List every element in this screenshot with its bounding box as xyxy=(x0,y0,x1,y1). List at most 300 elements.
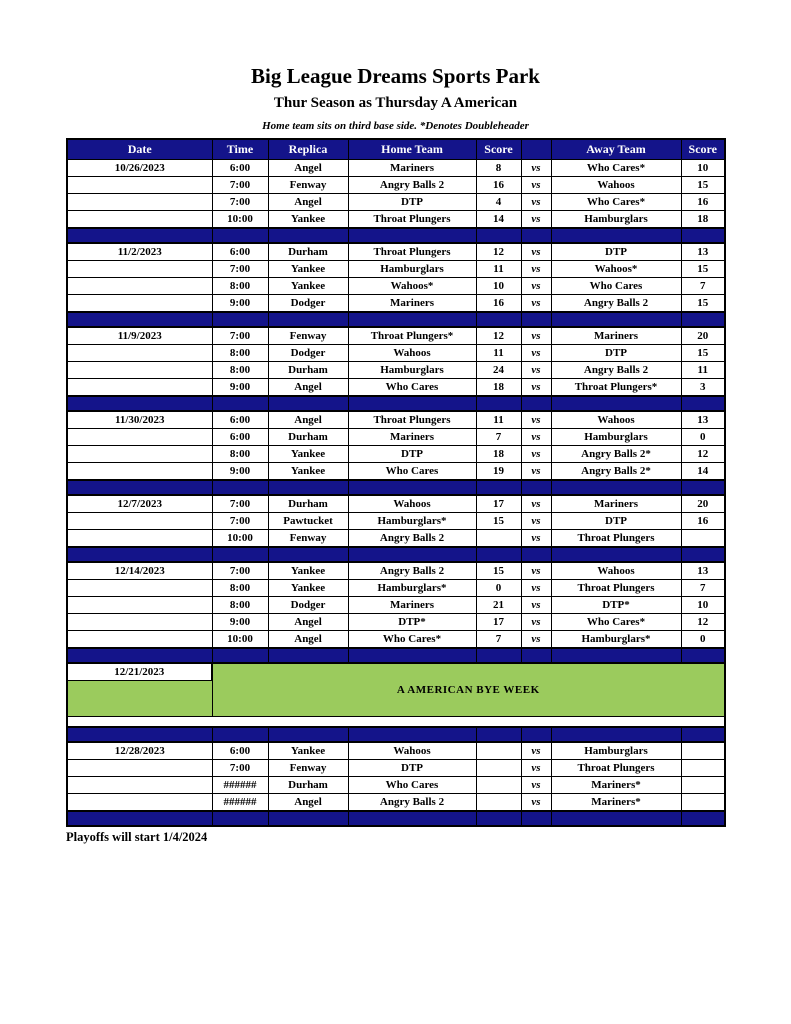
date-cell: 11/30/2023 xyxy=(67,411,212,429)
separator-cell xyxy=(681,396,725,411)
separator-cell xyxy=(268,312,348,327)
home-team-cell: Mariners xyxy=(348,160,476,177)
time-cell: 7:00 xyxy=(212,261,268,278)
home-score-cell xyxy=(476,760,521,777)
away-score-cell: 0 xyxy=(681,429,725,446)
replica-cell: Yankee xyxy=(268,463,348,481)
home-team-cell: Angry Balls 2 xyxy=(348,177,476,194)
home-team-cell: Mariners xyxy=(348,597,476,614)
vs-label: vs xyxy=(521,580,551,597)
away-score-cell: 10 xyxy=(681,597,725,614)
game-row xyxy=(67,794,725,812)
separator-cell xyxy=(268,648,348,663)
away-score-cell: 16 xyxy=(681,513,725,530)
separator-cell xyxy=(348,228,476,243)
page-title: Big League Dreams Sports Park xyxy=(251,64,540,88)
replica-cell: Durham xyxy=(268,495,348,513)
separator-cell xyxy=(348,727,476,742)
separator-cell xyxy=(268,811,348,826)
header-date: Date xyxy=(67,139,212,160)
date-cell xyxy=(67,295,212,313)
replica-cell: Fenway xyxy=(268,530,348,548)
date-cell: 10/26/2023 xyxy=(67,160,212,177)
home-team-cell: Wahoos xyxy=(348,495,476,513)
date-cell xyxy=(67,345,212,362)
vs-label: vs xyxy=(521,597,551,614)
time-cell: 7:00 xyxy=(212,562,268,580)
vs-label: vs xyxy=(521,411,551,429)
away-score-cell xyxy=(681,760,725,777)
vs-label: vs xyxy=(521,614,551,631)
home-team-cell: Wahoos xyxy=(348,742,476,760)
away-team-cell: Wahoos xyxy=(551,411,681,429)
replica-cell: Yankee xyxy=(268,580,348,597)
away-score-cell: 15 xyxy=(681,177,725,194)
separator-cell xyxy=(268,480,348,495)
legend-note: Home team sits on third base side. *Denotes Doubleheader xyxy=(262,120,529,132)
time-cell: 8:00 xyxy=(212,278,268,295)
separator-cell xyxy=(551,547,681,562)
game-row xyxy=(67,463,725,481)
date-cell xyxy=(67,379,212,397)
away-team-cell: Wahoos* xyxy=(551,261,681,278)
date-cell xyxy=(67,777,212,794)
game-row xyxy=(67,411,725,429)
home-team-cell: DTP* xyxy=(348,614,476,631)
replica-cell: Fenway xyxy=(268,760,348,777)
separator-cell xyxy=(67,547,212,562)
replica-cell: Durham xyxy=(268,777,348,794)
away-score-cell: 13 xyxy=(681,243,725,261)
date-cell xyxy=(67,631,212,649)
vs-label: vs xyxy=(521,194,551,211)
time-cell: 8:00 xyxy=(212,446,268,463)
separator-cell xyxy=(521,547,551,562)
date-cell xyxy=(67,362,212,379)
section-separator-row xyxy=(67,396,725,411)
replica-cell: Angel xyxy=(268,631,348,649)
home-team-cell: Hamburglars* xyxy=(348,580,476,597)
replica-cell: Angel xyxy=(268,411,348,429)
game-row xyxy=(67,742,725,760)
replica-cell: Angel xyxy=(268,794,348,812)
game-row xyxy=(67,495,725,513)
date-cell xyxy=(67,177,212,194)
separator-cell xyxy=(348,547,476,562)
section-separator-row xyxy=(67,480,725,495)
away-team-cell: Mariners* xyxy=(551,777,681,794)
home-team-cell: Angry Balls 2 xyxy=(348,530,476,548)
away-team-cell: Wahoos xyxy=(551,562,681,580)
time-cell: 7:00 xyxy=(212,194,268,211)
separator-cell xyxy=(551,312,681,327)
vs-label: vs xyxy=(521,379,551,397)
time-cell: 10:00 xyxy=(212,211,268,229)
bye-date: 12/21/2023 xyxy=(68,664,212,681)
vs-label: vs xyxy=(521,513,551,530)
replica-cell: Durham xyxy=(268,243,348,261)
replica-cell: Dodger xyxy=(268,345,348,362)
separator-cell xyxy=(268,727,348,742)
game-row xyxy=(67,379,725,397)
vs-label: vs xyxy=(521,562,551,580)
away-score-cell xyxy=(681,777,725,794)
separator-cell xyxy=(521,312,551,327)
away-score-cell: 11 xyxy=(681,362,725,379)
away-team-cell: Throat Plungers* xyxy=(551,379,681,397)
separator-cell xyxy=(476,648,521,663)
away-score-cell: 7 xyxy=(681,278,725,295)
separator-cell xyxy=(476,396,521,411)
time-cell: 10:00 xyxy=(212,631,268,649)
away-team-cell: Angry Balls 2* xyxy=(551,446,681,463)
home-team-cell: Mariners xyxy=(348,429,476,446)
separator-cell xyxy=(551,228,681,243)
replica-cell: Yankee xyxy=(268,211,348,229)
separator-cell xyxy=(476,727,521,742)
game-row xyxy=(67,345,725,362)
replica-cell: Yankee xyxy=(268,742,348,760)
vs-label: vs xyxy=(521,243,551,261)
time-cell: 10:00 xyxy=(212,530,268,548)
vs-label: vs xyxy=(521,530,551,548)
separator-cell xyxy=(521,811,551,826)
home-score-cell: 8 xyxy=(476,160,521,177)
game-row xyxy=(67,278,725,295)
home-score-cell: 7 xyxy=(476,631,521,649)
date-cell xyxy=(67,194,212,211)
away-team-cell: Wahoos xyxy=(551,177,681,194)
away-team-cell: DTP xyxy=(551,345,681,362)
home-score-cell: 18 xyxy=(476,446,521,463)
away-team-cell: Who Cares* xyxy=(551,614,681,631)
home-score-cell: 10 xyxy=(476,278,521,295)
home-score-cell: 7 xyxy=(476,429,521,446)
separator-cell xyxy=(681,727,725,742)
separator-cell xyxy=(348,648,476,663)
away-score-cell: 15 xyxy=(681,295,725,313)
vs-label: vs xyxy=(521,760,551,777)
separator-cell xyxy=(212,228,268,243)
date-cell xyxy=(67,278,212,295)
away-team-cell: Who Cares xyxy=(551,278,681,295)
time-cell: 7:00 xyxy=(212,495,268,513)
replica-cell: Angel xyxy=(268,614,348,631)
spacer-cell xyxy=(67,717,725,728)
header-away-team: Away Team xyxy=(551,139,681,160)
page-subtitle: Thur Season as Thursday A American xyxy=(273,95,518,111)
away-score-cell: 15 xyxy=(681,345,725,362)
vs-label: vs xyxy=(521,794,551,812)
date-cell xyxy=(67,614,212,631)
separator-cell xyxy=(551,480,681,495)
away-score-cell xyxy=(681,794,725,812)
home-score-cell: 12 xyxy=(476,243,521,261)
home-score-cell: 15 xyxy=(476,513,521,530)
separator-cell xyxy=(67,228,212,243)
separator-cell xyxy=(476,312,521,327)
time-cell: 8:00 xyxy=(212,345,268,362)
date-cell xyxy=(67,261,212,278)
time-cell: 9:00 xyxy=(212,295,268,313)
game-row xyxy=(67,580,725,597)
vs-label: vs xyxy=(521,742,551,760)
away-score-cell: 12 xyxy=(681,446,725,463)
playoffs-note: Playoffs will start 1/4/2024 xyxy=(66,830,208,844)
away-score-cell: 16 xyxy=(681,194,725,211)
schedule-body xyxy=(67,160,725,827)
game-row xyxy=(67,614,725,631)
away-team-cell: Throat Plungers xyxy=(551,760,681,777)
home-team-cell: Mariners xyxy=(348,295,476,313)
separator-cell xyxy=(348,312,476,327)
vs-label: vs xyxy=(521,327,551,345)
separator-cell xyxy=(521,396,551,411)
away-team-cell: Angry Balls 2 xyxy=(551,295,681,313)
game-row xyxy=(67,429,725,446)
separator-cell xyxy=(681,648,725,663)
game-row xyxy=(67,446,725,463)
home-team-cell: Wahoos* xyxy=(348,278,476,295)
home-team-cell: Throat Plungers* xyxy=(348,327,476,345)
home-team-cell: Who Cares* xyxy=(348,631,476,649)
header-vs xyxy=(521,139,551,160)
game-row xyxy=(67,562,725,580)
date-cell: 12/14/2023 xyxy=(67,562,212,580)
game-row xyxy=(67,362,725,379)
vs-label: vs xyxy=(521,160,551,177)
header-row xyxy=(67,139,725,160)
home-team-cell: Hamburglars xyxy=(348,261,476,278)
away-score-cell: 13 xyxy=(681,562,725,580)
away-score-cell: 20 xyxy=(681,327,725,345)
home-score-cell xyxy=(476,794,521,812)
time-cell: 8:00 xyxy=(212,597,268,614)
date-cell xyxy=(67,463,212,481)
home-team-cell: Hamburglars xyxy=(348,362,476,379)
game-row xyxy=(67,211,725,229)
separator-cell xyxy=(551,811,681,826)
game-row xyxy=(67,777,725,794)
section-separator-row xyxy=(67,228,725,243)
separator-cell xyxy=(681,228,725,243)
replica-cell: Yankee xyxy=(268,562,348,580)
separator-cell xyxy=(268,547,348,562)
separator-cell xyxy=(521,480,551,495)
away-score-cell: 14 xyxy=(681,463,725,481)
away-team-cell: Hamburglars* xyxy=(551,631,681,649)
away-team-cell: Hamburglars xyxy=(551,742,681,760)
home-score-cell: 11 xyxy=(476,261,521,278)
home-team-cell: DTP xyxy=(348,446,476,463)
time-cell: 7:00 xyxy=(212,327,268,345)
separator-cell xyxy=(67,811,212,826)
replica-cell: Yankee xyxy=(268,261,348,278)
home-score-cell: 17 xyxy=(476,495,521,513)
date-cell xyxy=(67,429,212,446)
away-team-cell: Mariners xyxy=(551,327,681,345)
home-score-cell: 16 xyxy=(476,295,521,313)
home-team-cell: DTP xyxy=(348,760,476,777)
time-cell: 8:00 xyxy=(212,362,268,379)
away-team-cell: DTP xyxy=(551,513,681,530)
home-team-cell: Wahoos xyxy=(348,345,476,362)
away-score-cell: 12 xyxy=(681,614,725,631)
away-team-cell: Throat Plungers xyxy=(551,530,681,548)
separator-cell xyxy=(67,480,212,495)
away-team-cell: Hamburglars xyxy=(551,211,681,229)
time-cell: 7:00 xyxy=(212,513,268,530)
time-cell: ###### xyxy=(212,794,268,812)
away-score-cell xyxy=(681,530,725,548)
vs-label: vs xyxy=(521,345,551,362)
header-replica: Replica xyxy=(268,139,348,160)
spacer-row xyxy=(67,717,725,728)
date-cell xyxy=(67,597,212,614)
home-team-cell: DTP xyxy=(348,194,476,211)
time-cell: 6:00 xyxy=(212,742,268,760)
separator-cell xyxy=(212,648,268,663)
vs-label: vs xyxy=(521,429,551,446)
replica-cell: Angel xyxy=(268,379,348,397)
away-team-cell: DTP* xyxy=(551,597,681,614)
separator-cell xyxy=(521,727,551,742)
vs-label: vs xyxy=(521,463,551,481)
date-cell xyxy=(67,760,212,777)
separator-cell xyxy=(476,480,521,495)
home-score-cell xyxy=(476,530,521,548)
separator-cell xyxy=(551,648,681,663)
separator-cell xyxy=(67,727,212,742)
home-score-cell: 0 xyxy=(476,580,521,597)
time-cell: 8:00 xyxy=(212,580,268,597)
replica-cell: Dodger xyxy=(268,295,348,313)
date-cell xyxy=(67,580,212,597)
separator-cell xyxy=(681,811,725,826)
time-cell: 6:00 xyxy=(212,411,268,429)
away-team-cell: Who Cares* xyxy=(551,194,681,211)
home-score-cell: 21 xyxy=(476,597,521,614)
section-separator-row xyxy=(67,547,725,562)
game-row xyxy=(67,243,725,261)
home-score-cell xyxy=(476,777,521,794)
header-away-score: Score xyxy=(681,139,725,160)
time-cell: 7:00 xyxy=(212,177,268,194)
header-home-team: Home Team xyxy=(348,139,476,160)
home-score-cell: 24 xyxy=(476,362,521,379)
home-score-cell: 4 xyxy=(476,194,521,211)
vs-label: vs xyxy=(521,777,551,794)
away-score-cell: 10 xyxy=(681,160,725,177)
home-score-cell: 16 xyxy=(476,177,521,194)
time-cell: 7:00 xyxy=(212,760,268,777)
home-team-cell: Who Cares xyxy=(348,777,476,794)
home-score-cell: 12 xyxy=(476,327,521,345)
home-score-cell: 19 xyxy=(476,463,521,481)
game-row xyxy=(67,295,725,313)
separator-cell xyxy=(212,396,268,411)
game-row xyxy=(67,631,725,649)
away-team-cell: Throat Plungers xyxy=(551,580,681,597)
away-score-cell: 13 xyxy=(681,411,725,429)
time-cell: 9:00 xyxy=(212,463,268,481)
home-team-cell: Hamburglars* xyxy=(348,513,476,530)
game-row xyxy=(67,513,725,530)
away-team-cell: Angry Balls 2 xyxy=(551,362,681,379)
home-score-cell: 18 xyxy=(476,379,521,397)
home-team-cell: Who Cares xyxy=(348,463,476,481)
separator-cell xyxy=(476,228,521,243)
separator-cell xyxy=(212,312,268,327)
date-cell xyxy=(67,794,212,812)
away-team-cell: Mariners* xyxy=(551,794,681,812)
home-team-cell: Angry Balls 2 xyxy=(348,562,476,580)
separator-cell xyxy=(212,811,268,826)
game-row xyxy=(67,177,725,194)
vs-label: vs xyxy=(521,362,551,379)
away-score-cell: 3 xyxy=(681,379,725,397)
away-score-cell: 20 xyxy=(681,495,725,513)
time-cell: 9:00 xyxy=(212,614,268,631)
home-score-cell xyxy=(476,742,521,760)
game-row xyxy=(67,530,725,548)
vs-label: vs xyxy=(521,295,551,313)
separator-cell xyxy=(67,312,212,327)
home-team-cell: Who Cares xyxy=(348,379,476,397)
replica-cell: Angel xyxy=(268,160,348,177)
time-cell: 9:00 xyxy=(212,379,268,397)
schedule-table xyxy=(66,138,726,827)
replica-cell: Angel xyxy=(268,194,348,211)
section-separator-row xyxy=(67,312,725,327)
away-score-cell xyxy=(681,742,725,760)
time-cell: 6:00 xyxy=(212,160,268,177)
separator-cell xyxy=(268,396,348,411)
vs-label: vs xyxy=(521,211,551,229)
separator-cell xyxy=(521,648,551,663)
away-team-cell: DTP xyxy=(551,243,681,261)
date-cell: 12/28/2023 xyxy=(67,742,212,760)
separator-cell xyxy=(551,396,681,411)
away-score-cell: 15 xyxy=(681,261,725,278)
date-cell xyxy=(67,513,212,530)
separator-cell xyxy=(268,228,348,243)
date-cell: 11/9/2023 xyxy=(67,327,212,345)
replica-cell: Durham xyxy=(268,362,348,379)
section-separator-row xyxy=(67,648,725,663)
away-score-cell: 0 xyxy=(681,631,725,649)
vs-label: vs xyxy=(521,177,551,194)
replica-cell: Pawtucket xyxy=(268,513,348,530)
separator-cell xyxy=(348,480,476,495)
replica-cell: Yankee xyxy=(268,446,348,463)
away-team-cell: Hamburglars xyxy=(551,429,681,446)
away-score-cell: 7 xyxy=(681,580,725,597)
home-score-cell: 11 xyxy=(476,345,521,362)
home-team-cell: Throat Plungers xyxy=(348,411,476,429)
separator-cell xyxy=(212,547,268,562)
home-team-cell: Angry Balls 2 xyxy=(348,794,476,812)
home-score-cell: 17 xyxy=(476,614,521,631)
separator-cell xyxy=(348,811,476,826)
bye-week-row xyxy=(67,663,725,717)
separator-cell xyxy=(681,480,725,495)
game-row xyxy=(67,261,725,278)
date-cell xyxy=(67,446,212,463)
home-score-cell: 15 xyxy=(476,562,521,580)
separator-cell xyxy=(476,547,521,562)
game-row xyxy=(67,194,725,211)
